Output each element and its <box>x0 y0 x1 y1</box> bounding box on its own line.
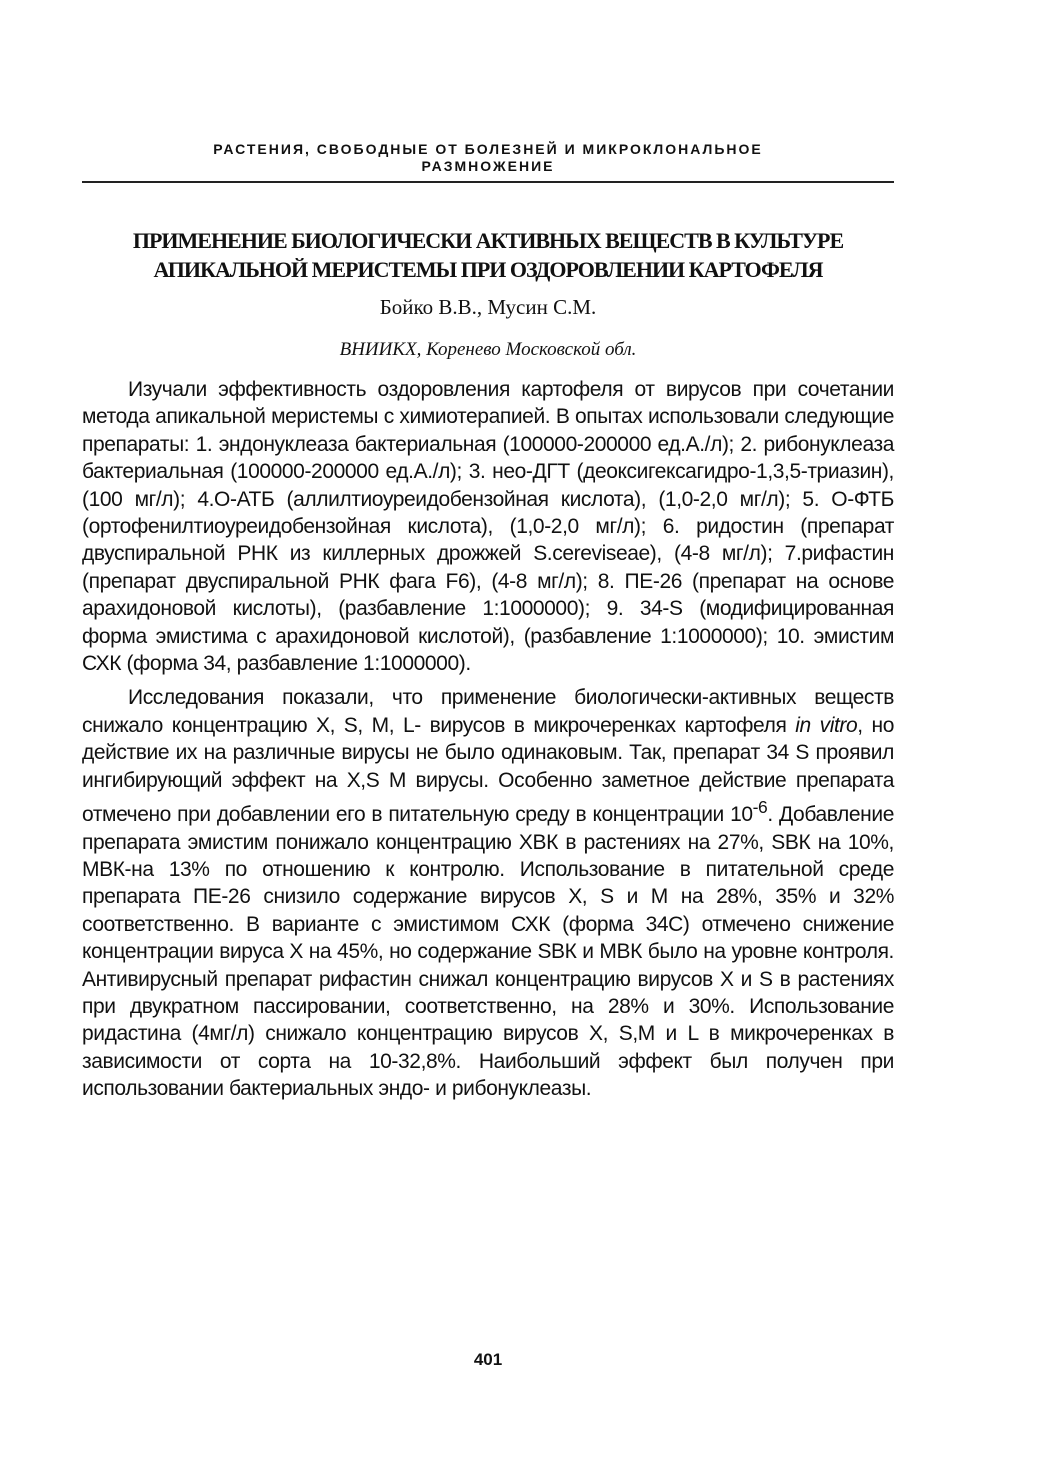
header-rule <box>82 181 894 183</box>
running-header-line2: РАЗМНОЖЕНИЕ <box>421 158 555 174</box>
authors: Бойко В.В., Мусин С.М. <box>379 295 597 319</box>
running-header-line1: РАСТЕНИЯ, СВОБОДНЫЕ ОТ БОЛЕЗНЕЙ И МИКРОКЛОНАЛЬНОЕ <box>213 141 763 157</box>
paragraph-1: Изучали эффективность оздоровления картофеля от вирусов при сочетании метода апикальной меристемы с химиотерапией. В опытах использовали следующие препараты: 1. эндонуклеаза бактериальная (100000-200000 ед.А./л); 2. рибонуклеаза бактериальная (100000-200000 ед.А./л); 3. нео-ДГТ (деоксигексагидро-1,3,5-триазин), (100 мг/л); 4.О-АТБ (аллилтиоуреидобензойная кислота), (1,0-2,0 мг/л); 5. О-ФТБ (ортофенилтиоуреидобензойная кислота), (1,0-2,0 мг/л); 6. ридостин (препарат двуспиральной РНК из киллерных дрожжей S.cereviseae), (4-8 мг/л); 7.рифастин (препарат двуспиральной РНК фага F6), (4-8 мг/л); 8. ПЕ-26 (препарат на основе арахидоновой кислоты), (разбавление 1:1000000); 9. 34-S (модифицированная форма эмистима с арахидоновой кислотой), (разбавление 1:1000000); 10. эмистим СХК (форма 34, разбавление 1:1000000). <box>82 378 894 676</box>
paragraph-2-part-b: , но действие их на различные вирусы не было одинаковым. Так, препарат 34 S проявил ингибирующий эффект на X,S M вирусы. Особенно заметное действие препарата отмечено при добавлении его в питательную среду в концентрации 10 <box>82 713 894 827</box>
paragraph-2-part-c: . Добавление препарата эмистим понижало концентрацию ХВК в растениях на 27%, SВК на 10%, МВК-на 13% по отношению к контролю. Использование в питательной среде препарата ПЕ-26 снизило содержание вирусов X, S и M на 28%, 35% и 32% соответственно. В варианте с эмистимом СХК (форма 34С) отмечено снижение концентрации вируса X на 45%, но содержание SВК и МВК было на уровне контроля. Антивирусный препарат рифастин снижал концентрацию вирусов X и S в растениях при двукратном пассировании, соответственно, на 28% и 30%. Использование ридастина (4мг/л) снижало концентрацию вирусов X, S,M и L в микрочеренках в зависимости от сорта на 10-32,8%. Наибольший эффект был получен при использовании бактериальных эндо- и рибонуклеазы. <box>82 803 894 1101</box>
paragraph-2-part-a: Исследования показали, что применение биологически-активных веществ снижало концентрацию X, S, M, L- вирусов в микрочеренках картофеля <box>82 686 894 737</box>
article-title <box>82 226 894 284</box>
affiliation: ВНИИКХ, Коренево Московской обл. <box>339 339 637 360</box>
paragraph-2-superscript: -6 <box>752 797 768 818</box>
running-header <box>82 141 894 175</box>
page-number: 401 <box>473 1350 503 1369</box>
paragraph-2 <box>82 684 894 1102</box>
article-title-line1: ПРИМЕНЕНИЕ БИОЛОГИЧЕСКИ АКТИВНЫХ ВЕЩЕСТВ В КУЛЬТУРЕ <box>132 228 844 253</box>
paragraph-2-italic: in vitro <box>795 713 858 737</box>
article-title-line2: АПИКАЛЬНОЙ МЕРИСТЕМЫ ПРИ ОЗДОРОВЛЕНИИ КАРТОФЕЛЯ <box>153 257 823 282</box>
article-body <box>82 376 894 1103</box>
